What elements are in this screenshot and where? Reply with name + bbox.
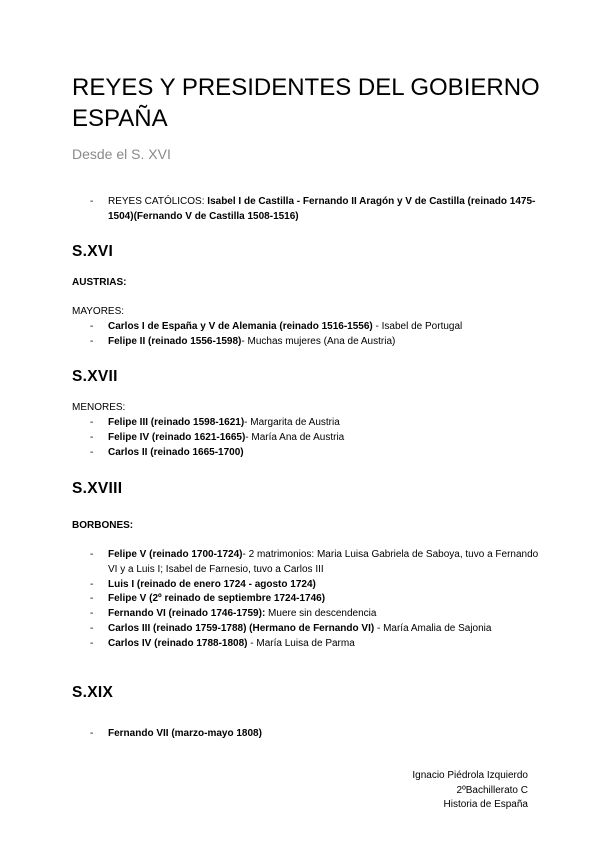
list-item bbox=[90, 431, 540, 446]
item-bold: Carlos IV (reinado 1788-1808) bbox=[108, 637, 248, 649]
item-bold: Fernando VII (marzo-mayo 1808) bbox=[108, 728, 262, 739]
item-bold: Carlos III (reinado 1759-1788) (Hermano de Fernando VI) bbox=[108, 622, 375, 634]
footer-course: 2ºBachillerato C bbox=[456, 784, 528, 796]
footer-subject: Historia de España bbox=[443, 799, 528, 810]
sublabel-menores: MENORES: bbox=[72, 402, 126, 413]
list-item bbox=[90, 548, 540, 578]
list-s19 bbox=[90, 727, 540, 742]
bullet-dash: - bbox=[90, 637, 94, 649]
bullet-dash: - bbox=[90, 728, 94, 739]
document-title: REYES Y PRESIDENTES DEL GOBIERNO ESPAÑA bbox=[72, 74, 540, 132]
bullet-dash: - bbox=[90, 608, 94, 620]
intro-list bbox=[90, 195, 540, 225]
bullet-dash: - bbox=[90, 417, 94, 428]
list-item bbox=[90, 446, 540, 461]
bullet-dash: - bbox=[90, 196, 94, 207]
footer-signature bbox=[412, 769, 528, 813]
section-heading-s17: S.XVII bbox=[72, 368, 118, 385]
document-subtitle: Desde el S. XVI bbox=[72, 146, 171, 162]
bullet-dash: - bbox=[90, 335, 94, 347]
item-rest: - María Ana de Austria bbox=[245, 431, 345, 443]
bullet-dash: - bbox=[90, 446, 94, 458]
list-item bbox=[90, 578, 540, 593]
intro-bold: Isabel I de Castilla - Fernando II Aragón y V de Castilla (reinado 1475-1504)(Fernando V de Castilla 1508-1516) bbox=[108, 196, 536, 222]
item-rest: - Margarita de Austria bbox=[244, 417, 340, 428]
bullet-dash: - bbox=[90, 593, 94, 605]
list-item bbox=[90, 195, 540, 225]
item-bold: Luis I (reinado de enero 1724 - agosto 1724) bbox=[108, 578, 316, 590]
item-bold: Carlos I de España y V de Alemania (reinado 1516-1556) bbox=[108, 321, 373, 332]
list-item bbox=[90, 592, 540, 607]
list-item bbox=[90, 637, 540, 652]
section-heading-s19: S.XIX bbox=[72, 684, 114, 701]
item-bold: Felipe V (2º reinado de septiembre 1724-1746) bbox=[108, 593, 326, 605]
item-bold: Felipe V (reinado 1700-1724) bbox=[108, 549, 243, 560]
list-s16 bbox=[90, 320, 540, 350]
item-bold: Felipe III (reinado 1598-1621) bbox=[108, 417, 245, 428]
bullet-dash: - bbox=[90, 549, 94, 560]
item-bold: Felipe IV (reinado 1621-1665) bbox=[108, 431, 246, 443]
group-label-borbones: BORBONES: bbox=[72, 520, 134, 531]
item-bold: Carlos II (reinado 1665-1700) bbox=[108, 446, 244, 458]
section-heading-s18: S.XVIII bbox=[72, 480, 123, 497]
sublabel-mayores: MAYORES: bbox=[72, 306, 125, 317]
bullet-dash: - bbox=[90, 578, 94, 590]
list-s17 bbox=[90, 416, 540, 460]
list-item bbox=[90, 320, 540, 335]
list-item bbox=[90, 622, 540, 637]
bullet-dash: - bbox=[90, 431, 94, 443]
bullet-dash: - bbox=[90, 622, 94, 634]
list-item bbox=[90, 727, 540, 742]
footer-author: Ignacio Piédrola Izquierdo bbox=[412, 770, 528, 781]
item-rest: Muere sin descendencia bbox=[265, 608, 377, 620]
item-rest: - María Amalia de Sajonia bbox=[374, 622, 492, 634]
item-rest: - Muchas mujeres (Ana de Austria) bbox=[241, 335, 396, 347]
group-label-austrias: AUSTRIAS: bbox=[72, 277, 127, 288]
list-s18 bbox=[90, 548, 540, 652]
list-item bbox=[90, 416, 540, 431]
item-rest: - Isabel de Portugal bbox=[372, 321, 463, 332]
intro-prefix: REYES CATÓLICOS: bbox=[108, 196, 208, 207]
section-heading-s16: S.XVI bbox=[72, 243, 114, 260]
item-bold: Fernando VI (reinado 1746-1759): bbox=[108, 608, 266, 620]
bullet-dash: - bbox=[90, 321, 94, 332]
item-rest: - María Luisa de Parma bbox=[247, 637, 355, 649]
list-item bbox=[90, 607, 540, 622]
item-rest: - 2 matrimonios: Maria Luisa Gabriela de Saboya, tuvo a Fernando VI y a Luis I; Isabel de Farnesio, tuvo a Carlos III bbox=[108, 549, 539, 575]
item-bold: Felipe II (reinado 1556-1598) bbox=[108, 335, 242, 347]
list-item bbox=[90, 335, 540, 350]
